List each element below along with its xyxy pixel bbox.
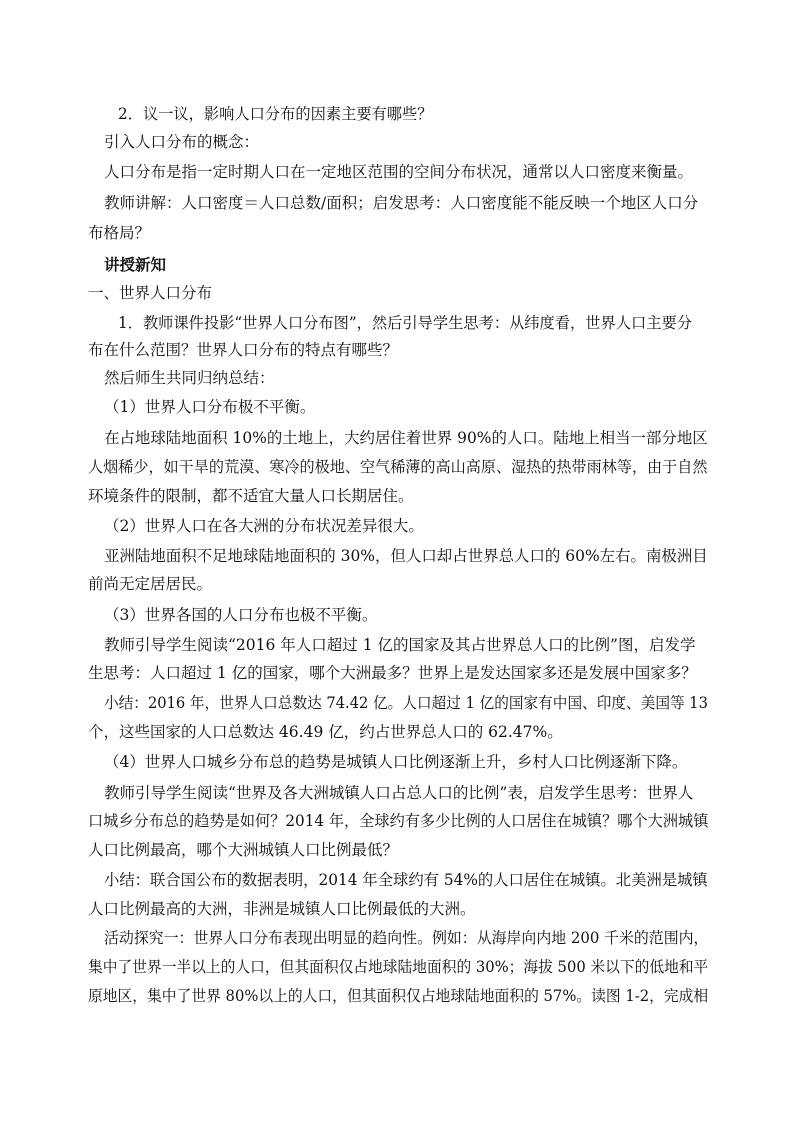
text-line: 原地区，集中了世界 80%以上的人口，但其面积仅占地球陆地面积的 57%。读图 1-2，完成相: [88, 987, 709, 1005]
text-line: 然后师生共同归纳总结：: [104, 369, 275, 387]
text-line: 小结：2016 年，世界人口总数达 74.42 亿。人口超过 1 亿的国家有中国、印度、美国等 13: [104, 694, 708, 712]
text-line: 生思考：人口超过 1 亿的国家，哪个大洲最多？世界上是发达国家多还是发展中国家多？: [88, 664, 697, 682]
text-line: （1）世界人口分布极不平衡。: [104, 398, 316, 416]
text-line: （3）世界各国的人口分布也极不平衡。: [104, 606, 378, 624]
text-line: 2．议一议，影响人口分布的因素主要有哪些？: [118, 105, 433, 123]
text-line: 活动探究一：世界人口分布表现出明显的趋向性。例如：从海岸向内地 200 千米的范围内，: [104, 929, 709, 947]
text-line: 教师引导学生阅读“世界及各大洲城镇人口占总人口的比例”表，启发学生思考：世界人: [104, 784, 694, 802]
text-line: 教师讲解：人口密度＝人口总数/面积；启发思考：人口密度能不能反映一个地区人口分: [104, 194, 699, 212]
text-line: 人口比例最高的大洲，非洲是城镇人口比例最低的大洲。: [88, 900, 476, 918]
text-line: 个，这些国家的人口总数达 46.49 亿，约占世界总人口的 62.47%。: [88, 723, 563, 741]
text-line: 教师引导学生阅读“2016 年人口超过 1 亿的国家及其占世界总人口的比例”图，启发学: [104, 636, 696, 654]
text-line: 前尚无定居居民。: [88, 575, 213, 593]
text-line: 环境条件的限制，都不适宜大量人口长期居住。: [88, 487, 414, 505]
text-line: 人烟稀少，如干旱的荒漠、寒冷的极地、空气稀薄的高山高原、湿热的热带雨林等，由于自然: [88, 458, 708, 476]
text-line: 引入人口分布的概念：: [104, 133, 260, 151]
text-line: 人口比例最高，哪个大洲城镇人口比例最低？: [88, 841, 399, 859]
text-line: 口城乡分布总的趋势是如何？2014 年，全球约有多少比例的人口居住在城镇？哪个大洲城镇: [88, 812, 709, 830]
text-line: 在占地球陆地面积 10%的土地上，大约居住着世界 90%的人口。陆地上相当一部分地区: [104, 429, 708, 447]
text-line: 人口分布是指一定时期人口在一定地区范围的空间分布状况，通常以人口密度来衡量。: [104, 163, 694, 181]
section-title: 一、世界人口分布: [88, 284, 213, 302]
section-heading: 讲授新知: [104, 255, 167, 274]
text-line: （4）世界人口城乡分布总的趋势是城镇人口比例逐渐上升，乡村人口比例逐渐下降。: [104, 753, 688, 771]
text-line: 集中了世界一半以上的人口，但其面积仅占地球陆地面积的 30%；海拔 500 米以下的低地和平: [88, 958, 709, 976]
text-line: 布在什么范围？世界人口分布的特点有哪些？: [88, 341, 399, 359]
text-line: 小结：联合国公布的数据表明，2014 年全球约有 54%的人口居住在城镇。北美洲是城镇: [104, 871, 708, 889]
text-line: 亚洲陆地面积不足地球陆地面积的 30%，但人口却占世界总人口的 60%左右。南极洲目: [104, 547, 708, 565]
text-line: 布格局？: [88, 224, 151, 242]
text-line: （2）世界人口在各大洲的分布状况差异很大。: [104, 517, 424, 535]
text-line: 1．教师课件投影“世界人口分布图”，然后引导学生思考：从纬度看，世界人口主要分: [118, 314, 692, 332]
